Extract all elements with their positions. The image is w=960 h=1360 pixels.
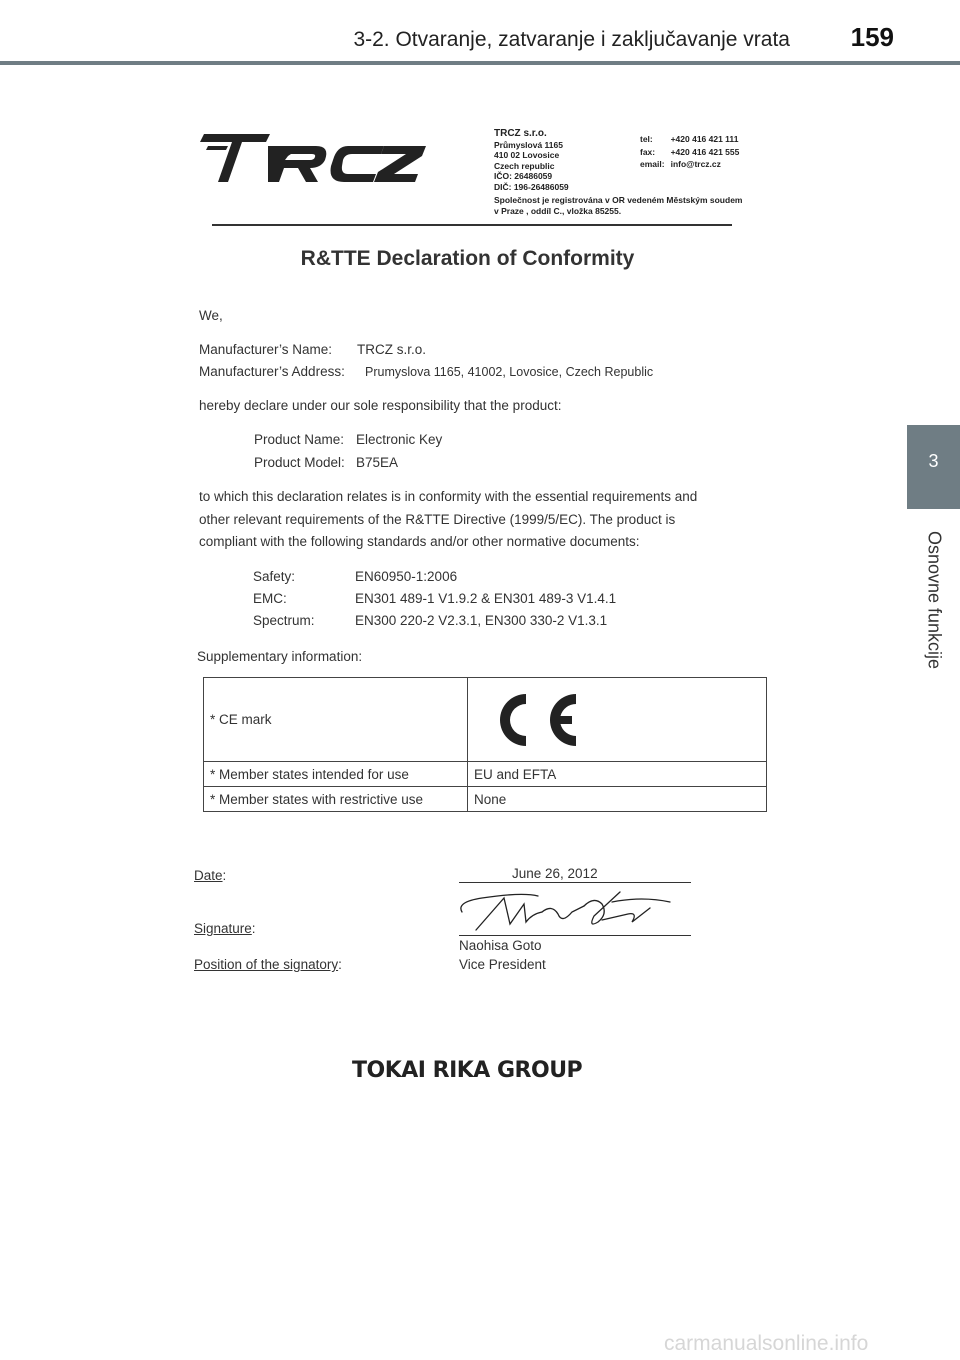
company-city: 410 02 Lovosice [494,150,560,160]
letterhead-rule [212,224,732,226]
product-model-label: Product Model: [254,455,345,470]
company-name: TRCZ s.r.o. [494,128,547,139]
we-text: We, [199,308,223,323]
company-registration [494,195,754,216]
position-value: Vice President [459,957,546,972]
declare-text: hereby declare under our sole responsibility that the product: [199,398,562,413]
signatory-name: Naohisa Goto [459,938,542,953]
conformity-line-2: other relevant requirements of the R&TTE Directive (1999/5/EC). The product is [199,512,676,527]
company-dic: DIČ: 196-26486059 [494,181,569,192]
standard-row [253,613,607,628]
page-number: 159 [850,22,894,52]
chapter-number: 3 [928,451,939,471]
product-name-value: Electronic Key [356,432,443,447]
product-name-row [254,432,442,447]
manufacturer-name-value: TRCZ s.r.o. [357,342,427,357]
signature-image [452,884,682,936]
standard-label: EMC: [253,591,287,606]
table-cell-label: * CE mark [204,678,468,762]
table-cell-value: EU and EFTA [468,762,767,787]
manufacturer-address-row [199,364,653,379]
table-row [204,787,767,812]
table-row [204,762,767,787]
manufacturer-address-label: Manufacturer’s Address: [199,364,345,379]
position-label: Position of the signatory [194,957,339,972]
company-street: Průmyslová 1165 [494,139,563,150]
position-label-row [194,957,342,972]
document-title: R&TTE Declaration of Conformity [300,247,635,270]
trcz-logo [198,128,428,188]
supplementary-table [203,677,767,812]
chapter-name: Osnovne funkcije [924,530,945,670]
standard-value: EN301 489-1 V1.9.2 & EN301 489-3 V1.4.1 [355,591,617,606]
product-name-label: Product Name: [254,432,345,447]
conformity-line-3: compliant with the following standards and/or other normative documents: [199,534,640,549]
company-contact [638,132,745,172]
date-label: Date [194,868,223,883]
ce-mark-cell [468,678,767,762]
chapter-tab [907,425,960,509]
watermark: carmanualsonline.info [664,1332,869,1355]
tokai-rika-group-logo: TOKAI RIKA GROUP [352,1058,583,1083]
email-value: info@trcz.cz [670,159,721,169]
tel-value: +420 416 421 111 [670,134,739,144]
colon: : [251,921,256,936]
date-label-row [194,868,226,883]
email-label: email: [640,159,665,169]
table-cell-label: * Member states with restrictive use [204,787,468,812]
table-row [204,678,767,762]
supplementary-label: Supplementary information: [197,649,363,664]
signature-line [459,935,691,936]
company-country: Czech republic [494,160,555,171]
standard-value: EN300 220-2 V2.3.1, EN300 330-2 V1.3.1 [355,613,608,628]
standard-label: Spectrum: [253,613,315,628]
date-value: June 26, 2012 [512,866,598,881]
signature-label-row [194,921,256,936]
company-ico: IČO: 26486059 [494,171,553,181]
conformity-line-1: to which this declaration relates is in conformity with the essential requirements and [199,489,698,504]
standard-row [253,569,457,584]
ce-mark-icon [488,688,584,752]
header-rule [0,61,960,65]
product-model-row [254,455,398,470]
manufacturer-name-row [199,342,426,357]
table-cell-value: None [468,787,767,812]
tel-label: tel: [640,134,653,144]
standard-value: EN60950-1:2006 [355,569,458,584]
registration-line-2: v Praze , oddíl C., vložka 85255. [494,205,622,216]
standard-row [253,591,616,606]
manufacturer-name-label: Manufacturer’s Name: [199,342,333,357]
registration-line-1: Společnost je registrována v OR vedeném Městským soudem [494,195,743,205]
colon: : [222,868,227,883]
company-info [494,129,634,192]
fax-value: +420 416 421 555 [670,146,740,157]
signature-label: Signature [194,921,252,936]
date-line [459,882,691,883]
product-model-value: B75EA [356,455,399,470]
fax-label: fax: [640,146,656,157]
colon: : [338,957,342,972]
manufacturer-address-value: Prumyslova 1165, 41002, Lovosice, Czech Republic [365,365,654,379]
header-title: 3-2. Otvaranje, zatvaranje i zaključavanje vrata [353,28,790,51]
standard-label: Safety: [253,569,296,584]
table-cell-label: * Member states intended for use [204,762,468,787]
